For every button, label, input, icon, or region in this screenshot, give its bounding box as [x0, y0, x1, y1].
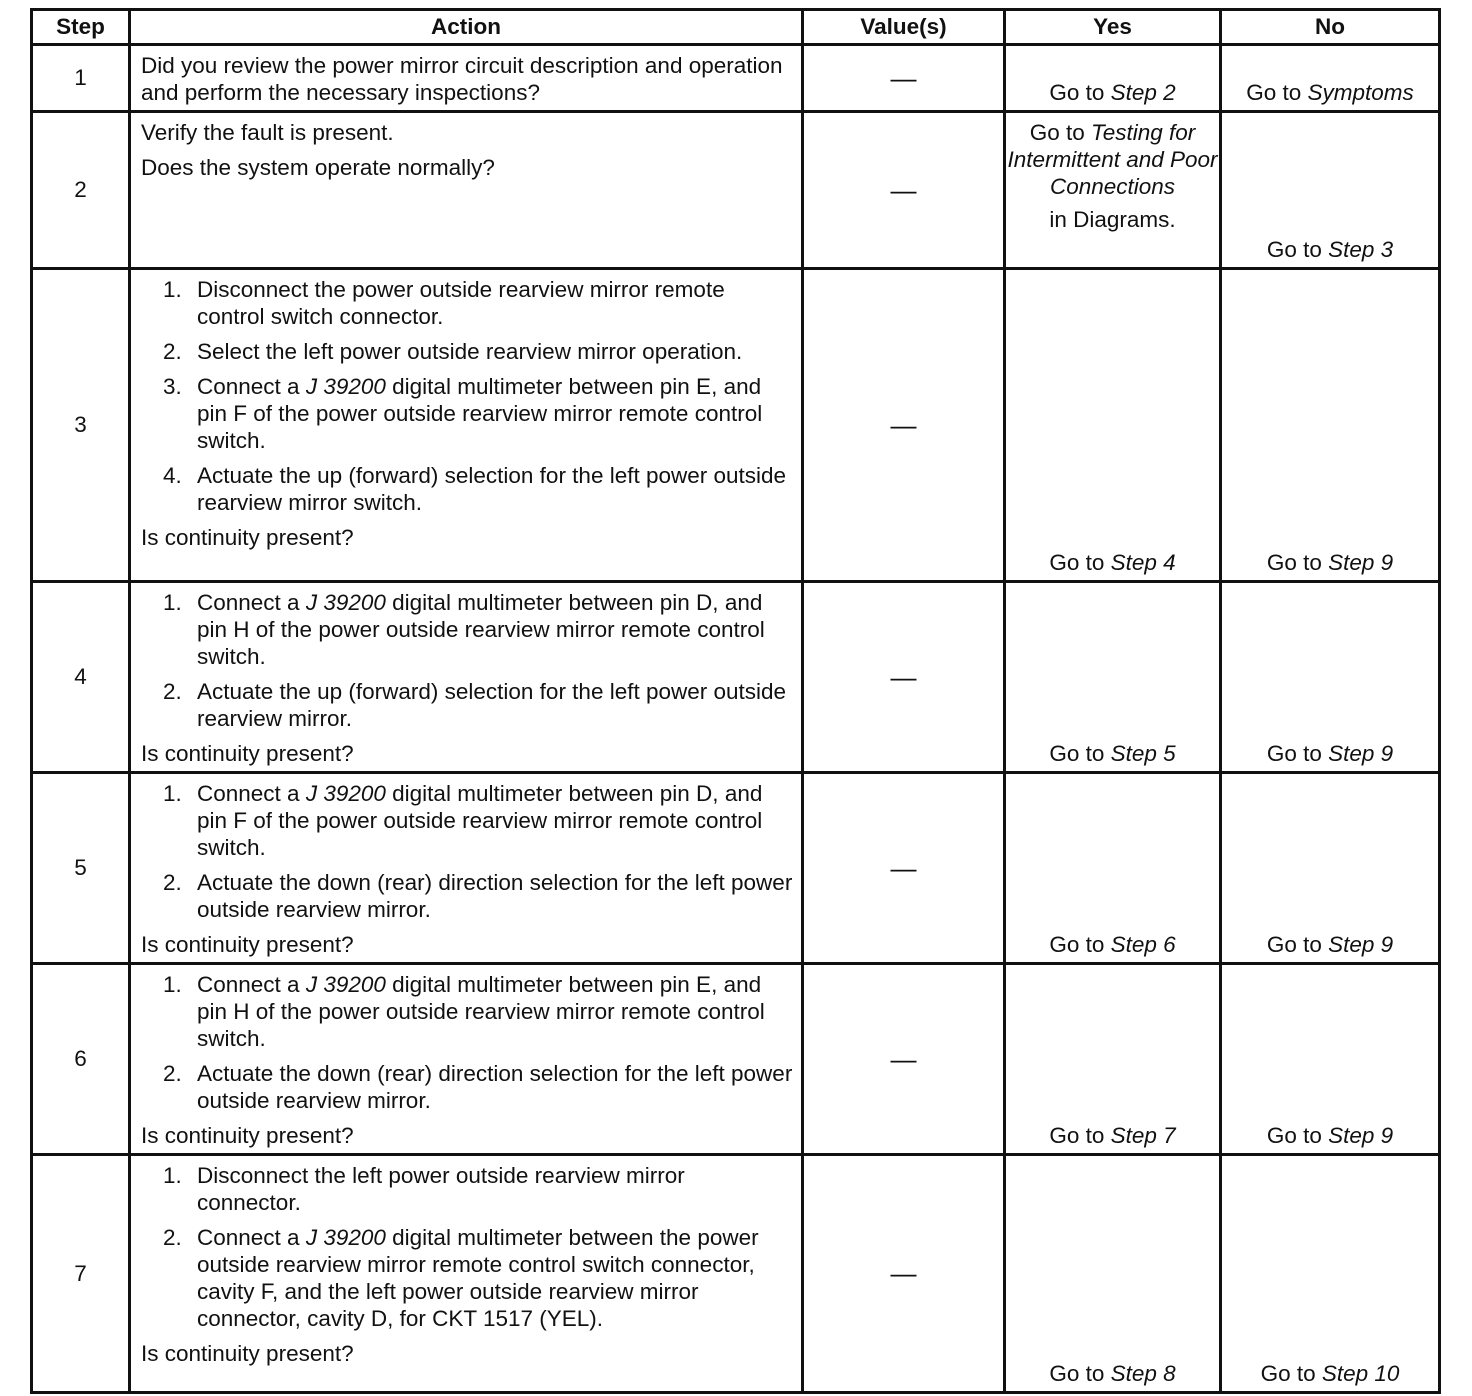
yes-prefix: Go to: [1049, 1361, 1105, 1386]
action-step: 3. Connect a J 39200 digital multimeter between pin E, and pin F of the power outside rearview mirror remote control switch.: [163, 374, 763, 453]
no-prefix: Go to: [1246, 80, 1302, 105]
yes-suffix: in Diagrams.: [1049, 207, 1176, 232]
no-target: Step 3: [1328, 237, 1394, 262]
yes-target: Step 8: [1110, 1361, 1176, 1386]
yes-target: Step 7: [1110, 1123, 1176, 1148]
action-cell: [130, 1155, 803, 1393]
yes-target: Step 6: [1110, 932, 1176, 957]
table-row: [32, 269, 1440, 582]
yes-cell: [1005, 582, 1221, 773]
table-row: [32, 582, 1440, 773]
yes-prefix: Go to: [1049, 550, 1105, 575]
value-cell: —: [803, 582, 1005, 773]
yes-prefix: Go to: [1049, 80, 1105, 105]
action-steps: [141, 1162, 793, 1332]
value-cell: —: [803, 773, 1005, 964]
no-prefix: Go to: [1266, 1123, 1322, 1148]
header-values: Value(s): [803, 10, 1005, 45]
value-cell: —: [803, 45, 1005, 112]
no-target: Step 9: [1328, 550, 1394, 575]
step-number: 5: [32, 773, 130, 964]
action-step: 2. Actuate the up (forward) selection for the left power outside rearview mirror.: [163, 679, 787, 731]
action-steps: [141, 589, 793, 732]
yes-target: Step 4: [1110, 550, 1176, 575]
action-step: 1. Disconnect the power outside rearview mirror remote control switch connector.: [163, 277, 725, 329]
action-cell: [130, 964, 803, 1155]
header-yes: Yes: [1005, 10, 1221, 45]
no-cell: [1221, 269, 1440, 582]
action-line: Verify the fault is present.: [141, 120, 394, 145]
action-steps: [141, 780, 793, 923]
action-question: Is continuity present?: [141, 741, 354, 766]
yes-cell: [1005, 269, 1221, 582]
no-cell: [1221, 112, 1440, 269]
action-step: 1. Connect a J 39200 digital multimeter between pin D, and pin H of the power outside rearview mirror remote control switch.: [163, 590, 765, 669]
action-cell: [130, 582, 803, 773]
action-question: Does the system operate normally?: [141, 155, 495, 180]
header-no: No: [1221, 10, 1440, 45]
no-target: Step 10: [1321, 1361, 1400, 1386]
action-step: 1. Disconnect the left power outside rearview mirror connector.: [163, 1163, 685, 1215]
action-steps: [141, 276, 793, 516]
yes-target: Step 5: [1110, 741, 1176, 766]
action-step: 1. Connect a J 39200 digital multimeter between pin D, and pin F of the power outside rearview mirror remote control switch.: [163, 781, 763, 860]
yes-prefix: Go to: [1049, 932, 1105, 957]
table-row: [32, 1155, 1440, 1393]
no-cell: [1221, 582, 1440, 773]
value-cell: —: [803, 1155, 1005, 1393]
step-number: 1: [32, 45, 130, 112]
table-row: [32, 964, 1440, 1155]
step-number: 3: [32, 269, 130, 582]
header-action: Action: [130, 10, 803, 45]
diagnostic-table: [30, 8, 1441, 1394]
table-row: [32, 112, 1440, 269]
action-step: 2. Actuate the down (rear) direction selection for the left power outside rearview mirror.: [163, 1061, 793, 1113]
no-prefix: Go to: [1266, 550, 1322, 575]
no-prefix: Go to: [1266, 237, 1322, 262]
yes-cell: [1005, 1155, 1221, 1393]
yes-target: Testing for Intermittent and Poor Connections: [1007, 120, 1218, 199]
step-number: 6: [32, 964, 130, 1155]
action-cell: [130, 269, 803, 582]
table-header-row: [32, 10, 1440, 45]
step-number: 7: [32, 1155, 130, 1393]
no-target: Symptoms: [1307, 80, 1414, 105]
action-question: Is continuity present?: [141, 1123, 354, 1148]
no-prefix: Go to: [1266, 932, 1322, 957]
no-target: Step 9: [1328, 932, 1394, 957]
action-steps: [141, 971, 793, 1114]
yes-prefix: Go to: [1029, 120, 1085, 145]
action-step: 1. Connect a J 39200 digital multimeter between pin E, and pin H of the power outside rearview mirror remote control switch.: [163, 972, 765, 1051]
yes-cell: [1005, 964, 1221, 1155]
value-cell: —: [803, 964, 1005, 1155]
action-cell: [130, 773, 803, 964]
table-row: [32, 45, 1440, 112]
yes-prefix: Go to: [1049, 741, 1105, 766]
action-question: Is continuity present?: [141, 932, 354, 957]
no-cell: [1221, 773, 1440, 964]
no-prefix: Go to: [1266, 741, 1322, 766]
value-cell: —: [803, 112, 1005, 269]
no-cell: [1221, 45, 1440, 112]
diagnostic-table-page: [30, 8, 1438, 1394]
action-text: Did you review the power mirror circuit description and operation and perform the necessary inspections?: [141, 53, 783, 105]
value-cell: —: [803, 269, 1005, 582]
action-step: 2. Actuate the down (rear) direction selection for the left power outside rearview mirror.: [163, 870, 793, 922]
yes-target: Step 2: [1110, 80, 1176, 105]
yes-cell: [1005, 112, 1221, 269]
step-number: 4: [32, 582, 130, 773]
no-cell: [1221, 964, 1440, 1155]
step-number: 2: [32, 112, 130, 269]
action-question: Is continuity present?: [141, 525, 354, 550]
no-cell: [1221, 1155, 1440, 1393]
header-step: Step: [32, 10, 130, 45]
yes-prefix: Go to: [1049, 1123, 1105, 1148]
no-target: Step 9: [1328, 1123, 1394, 1148]
no-target: Step 9: [1328, 741, 1394, 766]
action-cell: [130, 112, 803, 269]
action-step: 4. Actuate the up (forward) selection for the left power outside rearview mirror switch.: [163, 463, 787, 515]
yes-cell: [1005, 773, 1221, 964]
yes-cell: [1005, 45, 1221, 112]
table-row: [32, 773, 1440, 964]
no-prefix: Go to: [1260, 1361, 1316, 1386]
action-step: 2. Select the left power outside rearview mirror operation.: [163, 339, 743, 364]
action-cell: [130, 45, 803, 112]
action-step: 2. Connect a J 39200 digital multimeter between the power outside rearview mirror remote control switch connector, cavity F, and the left power outside rearview mirror connector, cavity D, for CKT 1517 (YEL).: [163, 1225, 759, 1331]
action-question: Is continuity present?: [141, 1341, 354, 1366]
